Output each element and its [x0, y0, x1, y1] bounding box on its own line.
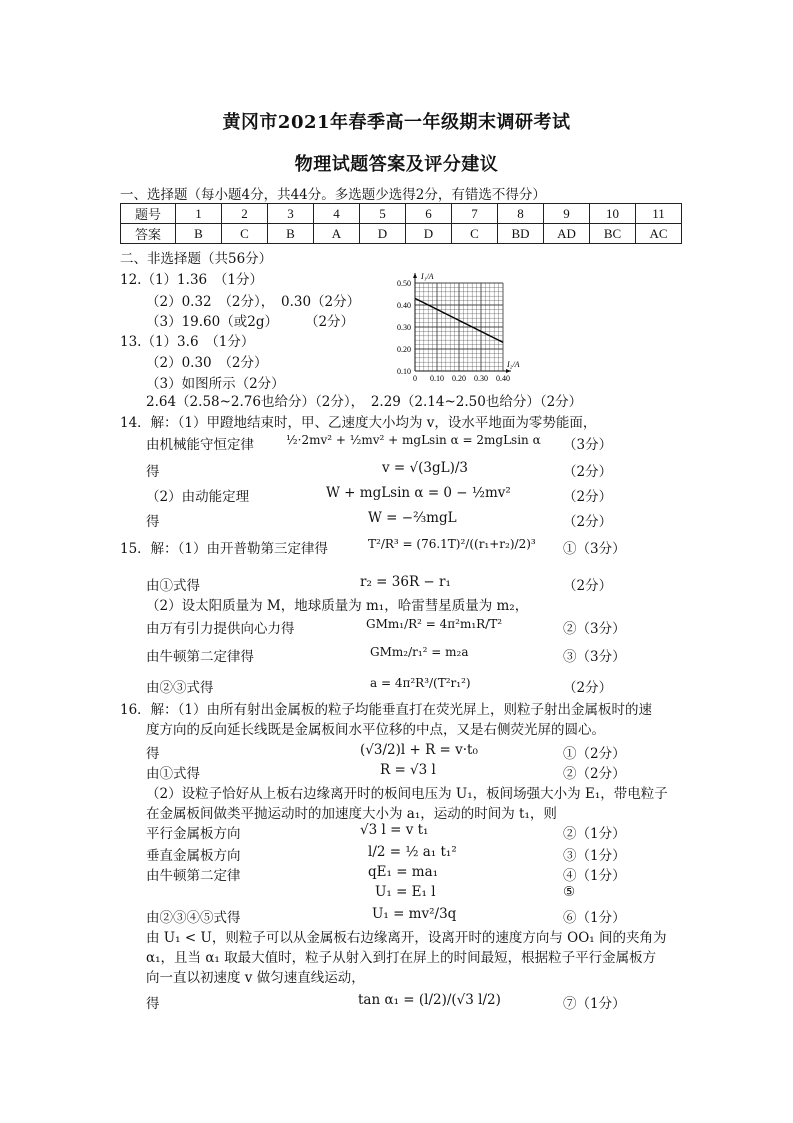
q14-l4-eq: W + mgLsin α = 0 − ½mv²	[326, 485, 511, 501]
q14-l4-score: （2分）	[563, 489, 613, 505]
q15-l6-eq: a = 4π²R³/(T²r₁²)	[370, 676, 471, 690]
q16-l7-label: 平行金属板方向	[146, 826, 241, 842]
q16-line6: 在金属板间做类平抛运动时的加速度大小为 a₁，运动的时间为 t₁，则	[146, 806, 557, 822]
i1-i2-graph	[385, 268, 525, 390]
q15-l6-score: （2分）	[563, 680, 613, 696]
q15-l4-eq: GMm₁/R² = 4π²m₁R/T²	[366, 617, 503, 631]
page-subtitle: 物理试题答案及评分建议	[294, 154, 499, 175]
row-label-ans: 答案	[121, 224, 176, 244]
q16-l11-score: ⑥（1分）	[563, 910, 626, 926]
chart-y-label: I₁/A	[421, 272, 434, 281]
table-answer-cell: B	[176, 224, 222, 244]
q12-line2: （2）0.32 （2分）， 0.30（2分）	[146, 294, 361, 310]
q15-l4-label: 由万有引力提供向心力得	[146, 621, 295, 637]
q13-line4: 2.64（2.58~2.76也给分）（2分）， 2.29（2.14~2.50也给分）（2分）	[146, 394, 583, 410]
q15-l1-score: ①（3分）	[563, 541, 626, 557]
q13-line2: （2）0.30 （2分）	[146, 355, 268, 371]
table-answer-cell: A	[314, 224, 360, 244]
q12-line3: （3）19.60（或2g） （2分）	[146, 314, 355, 330]
q14-l5-label: 得	[146, 514, 160, 530]
table-answer-cell: D	[360, 224, 406, 244]
q16-l3-eq: (√3/2)l + R = v·t₀	[360, 742, 478, 758]
section2-heading: 二、非选择题（共56分）	[120, 251, 273, 267]
table-answer-cell: B	[268, 224, 314, 244]
q15-l5-eq: GMm₂/r₁² = m₂a	[370, 645, 469, 659]
table-num-cell: 9	[544, 204, 590, 224]
y-tick-label: 0.10	[397, 367, 411, 376]
section1-heading: 一、选择题（每小题4分，共44分。多选题少选得2分，有错选不得分）	[120, 187, 546, 203]
q16-l11-label: 由②③④⑤式得	[146, 910, 241, 926]
table-answer-cell: D	[406, 224, 452, 244]
y-axis-arrow	[413, 273, 417, 278]
y-tick-label: 0.40	[397, 301, 411, 310]
row-label-num: 题号	[121, 204, 176, 224]
q16-l15-score: ⑦（1分）	[563, 996, 626, 1012]
table-answer-cell: BD	[498, 224, 544, 244]
page-title: 黄冈市2021年春季高一年级期末调研考试	[222, 112, 571, 133]
q16-l11-eq: U₁ = mv²/3q	[372, 906, 457, 922]
q14-l2-eq: ½·2mv² + ½mv² + mgLsin α = 2mgLsin α	[286, 433, 541, 447]
q16-l15-label: 得	[146, 996, 160, 1012]
x-tick-label: 0.30	[474, 374, 488, 383]
q16-line13: α₁，且当 α₁ 取最大值时，粒子从射入到打在屏上的时间最短，根据粒子平行金属板方	[146, 950, 657, 966]
q16-l9-label: 由牛顿第二定律	[146, 868, 241, 884]
table-answer-cell: C	[452, 224, 498, 244]
q15-l2-eq: r₂ = 36R − r₁	[360, 574, 451, 590]
table-num-cell: 1	[176, 204, 222, 224]
table-answer-cell: C	[222, 224, 268, 244]
q14-l5-score: （2分）	[563, 514, 613, 530]
q15-line3: （2）设太阳质量为 M，地球质量为 m₁，哈雷彗星质量为 m₂，	[146, 598, 529, 614]
q13-line1: 13.（1）3.6 （1分）	[120, 334, 255, 350]
q16-line5: （2）设粒子恰好从上板右边缘离开时的板间电压为 U₁，板间场强大小为 E₁，带电粒子	[146, 786, 668, 802]
table-num-cell: 10	[590, 204, 636, 224]
q16-l9-eq: qE₁ = ma₁	[368, 864, 439, 880]
q15-l1-label: 15．解：（1）由开普勒第三定律得	[120, 541, 329, 557]
q16-l7-eq: √3 l = v t₁	[360, 822, 429, 838]
q14-l3-score: （2分）	[563, 464, 613, 480]
q16-line2: 度方向的反向延长线既是金属板间水平位移的中点，又是右侧荧光屏的圆心。	[146, 722, 605, 738]
q14-l5-eq: W = −⅔mgL	[368, 510, 457, 526]
q16-l4-score: ②（2分）	[563, 766, 626, 782]
table-num-cell: 11	[636, 204, 682, 224]
y-tick-label: 0.50	[397, 279, 411, 288]
q14-l4-label: （2）由动能定理	[146, 489, 250, 505]
q16-l10-eq: U₁ = E₁ l	[375, 884, 436, 900]
q15-l5-label: 由牛顿第二定律得	[146, 649, 254, 665]
table-num-cell: 2	[222, 204, 268, 224]
x-tick-label: 0.20	[452, 374, 466, 383]
q14-l3-eq: v = √(3gL)/3	[382, 460, 468, 476]
q16-line1: 16．解：（1）由所有射出金属板的粒子均能垂直打在荧光屏上，则粒子射出金属板时的速	[120, 702, 653, 718]
q16-l8-eq: l/2 = ½ a₁ t₁²	[368, 844, 457, 860]
table-answer-cell: BC	[590, 224, 636, 244]
x-tick-label: 0	[413, 374, 417, 383]
y-tick-label: 0.20	[397, 345, 411, 354]
q12-line1: 12.（1）1.36 （1分）	[120, 272, 263, 288]
q15-l5-score: ③（3分）	[563, 649, 626, 665]
q16-l8-label: 垂直金属板方向	[146, 848, 241, 864]
q16-l3-label: 得	[146, 746, 160, 762]
q16-l10-score: ⑤	[563, 884, 576, 900]
q16-l15-eq: tan α₁ = (l/2)/(√3 l/2)	[358, 992, 501, 1008]
chart-x-label: I₂/A	[507, 360, 520, 369]
q16-l4-label: 由①式得	[146, 766, 200, 782]
table-num-cell: 6	[406, 204, 452, 224]
chart-tick-labels	[397, 279, 510, 383]
chart-axes	[413, 273, 511, 373]
q13-line3: （3）如图所示（2分）	[146, 376, 285, 392]
q14-l2-label: 由机械能守恒定律	[146, 437, 254, 453]
q14-l3-label: 得	[146, 464, 160, 480]
answer-table	[120, 203, 682, 244]
q15-l1-eq: T²/R³ = (76.1T)²/((r₁+r₂)/2)³	[368, 537, 536, 551]
table-num-cell: 8	[498, 204, 544, 224]
q16-l8-score: ③（1分）	[563, 848, 626, 864]
x-tick-label: 0.10	[430, 374, 444, 383]
q16-l9-score: ④（1分）	[563, 868, 626, 884]
x-axis-arrow	[506, 369, 511, 373]
q16-line14: 向一直以初速度 v 做匀速直线运动，	[146, 970, 365, 986]
q15-l4-score: ②（3分）	[563, 621, 626, 637]
table-num-cell: 3	[268, 204, 314, 224]
q14-l2-score: （3分）	[563, 437, 613, 453]
table-num-cell: 4	[314, 204, 360, 224]
q15-l2-score: （2分）	[563, 578, 613, 594]
table-num-cell: 7	[452, 204, 498, 224]
q16-l4-eq: R = √3 l	[380, 762, 436, 778]
q14-line1: 14．解：（1）甲蹬地结束时，甲、乙速度大小均为 v，设水平地面为零势能面，	[120, 415, 597, 431]
chart-grid	[415, 283, 503, 371]
q15-l6-label: 由②③式得	[146, 680, 214, 696]
q16-l3-score: ①（2分）	[563, 746, 626, 762]
table-answer-cell: AD	[544, 224, 590, 244]
y-tick-label: 0.30	[397, 323, 411, 332]
q15-l2-label: 由①式得	[146, 578, 200, 594]
q16-line12: 由 U₁ < U，则粒子可以从金属板右边缘离开，设离开时的速度方向与 OO₁ 间的夹角为	[146, 930, 667, 946]
q16-l7-score: ②（1分）	[563, 826, 626, 842]
x-tick-label: 0.40	[496, 374, 510, 383]
table-answer-cell: AC	[636, 224, 682, 244]
table-num-cell: 5	[360, 204, 406, 224]
